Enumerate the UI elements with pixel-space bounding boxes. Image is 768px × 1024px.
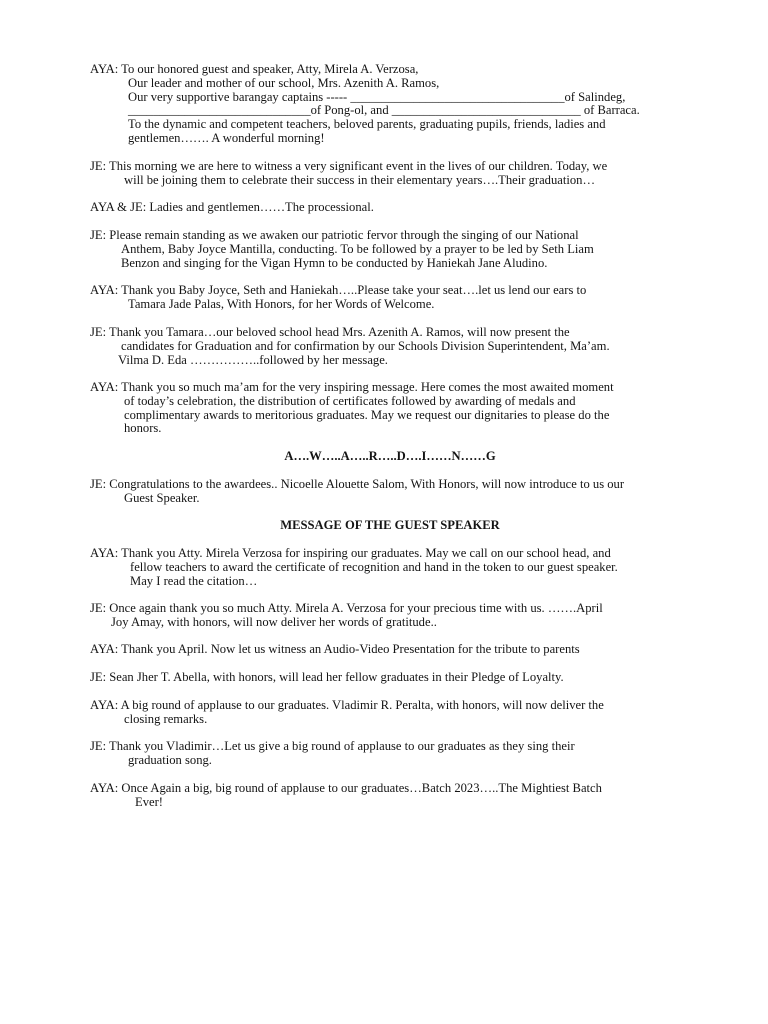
paragraph-line: AYA: To our honored guest and speaker, Atty, Mirela A. Verzosa, bbox=[90, 62, 419, 76]
paragraph-line: JE: Thank you Vladimir…Let us give a big round of applause to our graduates as they sing their bbox=[90, 739, 575, 753]
paragraph-line: AYA: Thank you so much ma’am for the very inspiring message. Here comes the most awaited moment bbox=[90, 380, 614, 394]
script-paragraph bbox=[90, 478, 690, 506]
script-paragraph bbox=[90, 284, 690, 312]
script-paragraph bbox=[90, 740, 690, 768]
paragraph-line: JE: Once again thank you so much Atty. Mirela A. Verzosa for your precious time with us. …….April bbox=[90, 601, 603, 615]
paragraph-line: Ever! bbox=[135, 794, 163, 809]
script-paragraph bbox=[90, 699, 690, 727]
paragraph-line: Benzon and singing for the Vigan Hymn to be conducted by Haniekah Jane Aludino. bbox=[121, 255, 548, 270]
script-paragraph bbox=[90, 229, 690, 270]
paragraph-line: graduation song. bbox=[128, 752, 212, 767]
paragraph-line: candidates for Graduation and for confirmation by our Schools Division Superintendent, Ma’am. bbox=[121, 338, 610, 353]
awarding-heading: A….W…..A…..R…..D….I……N……G bbox=[284, 449, 496, 463]
paragraph-line: JE: Congratulations to the awardees.. Nicoelle Alouette Salom, With Honors, will now introduce to us our bbox=[90, 477, 625, 491]
paragraph-line: AYA & JE: Ladies and gentlemen……The processional. bbox=[90, 200, 374, 214]
paragraph-line: Tamara Jade Palas, With Honors, for her Words of Welcome. bbox=[128, 296, 435, 311]
paragraph-line: fellow teachers to award the certificate of recognition and hand in the token to our guest speaker. bbox=[130, 559, 618, 574]
paragraph-line: Our leader and mother of our school, Mrs. Azenith A. Ramos, bbox=[128, 75, 440, 90]
script-paragraph bbox=[90, 326, 690, 367]
paragraph-line: will be joining them to celebrate their success in their elementary years….Their graduation… bbox=[124, 172, 596, 187]
paragraph-line: honors. bbox=[124, 421, 162, 436]
paragraph-line: JE: Sean Jher T. Abella, with honors, will lead her fellow graduates in their Pledge of Loyalty. bbox=[90, 670, 564, 684]
paragraph-line: AYA: Thank you Atty. Mirela Verzosa for inspiring our graduates. May we call on our school head, and bbox=[90, 546, 611, 560]
paragraph-line: AYA: A big round of applause to our graduates. Vladimir R. Peralta, with honors, will now deliver the bbox=[90, 698, 604, 712]
paragraph-line: AYA: Thank you April. Now let us witness an Audio-Video Presentation for the tribute to parents bbox=[90, 642, 580, 656]
script-paragraph bbox=[90, 643, 690, 657]
paragraph-line: of today’s celebration, the distribution of certificates followed by awarding of medals and bbox=[124, 393, 576, 408]
script-paragraph bbox=[90, 602, 690, 630]
paragraph-line: Our very supportive barangay captains ----- __________________________________of Salindeg, bbox=[128, 89, 626, 104]
paragraph-line: AYA: Thank you Baby Joyce, Seth and Haniekah…..Please take your seat….let us lend our ears to bbox=[90, 283, 587, 297]
paragraph-line: JE: This morning we are here to witness a very significant event in the lives of our children. Today, we bbox=[90, 159, 608, 173]
script-paragraph bbox=[90, 671, 690, 685]
paragraph-line: May I read the citation… bbox=[130, 573, 258, 588]
paragraph-line: AYA: Once Again a big, big round of applause to our graduates…Batch 2023…..The Mightiest Batch bbox=[90, 781, 602, 795]
paragraph-line: closing remarks. bbox=[124, 711, 208, 726]
paragraph-line: Anthem, Baby Joyce Mantilla, conducting. To be followed by a prayer to be led by Seth Liam bbox=[121, 241, 594, 256]
paragraph-line: Vilma D. Eda ……………..followed by her message. bbox=[118, 352, 388, 367]
script-paragraph bbox=[90, 201, 690, 215]
paragraph-line: gentlemen……. A wonderful morning! bbox=[128, 130, 325, 145]
paragraph-line: Joy Amay, with honors, will now deliver her words of gratitude.. bbox=[111, 614, 437, 629]
script-paragraph bbox=[90, 547, 690, 588]
script-paragraph bbox=[90, 63, 690, 146]
paragraph-line: _____________________________of Pong-ol, and ______________________________ of Barraca. bbox=[128, 103, 640, 118]
paragraph-line: Guest Speaker. bbox=[124, 490, 200, 505]
script-paragraph bbox=[90, 782, 690, 810]
paragraph-line: To the dynamic and competent teachers, beloved parents, graduating pupils, friends, ladies and bbox=[128, 117, 606, 132]
script-paragraph bbox=[90, 160, 690, 188]
paragraph-line: JE: Thank you Tamara…our beloved school head Mrs. Azenith A. Ramos, will now present the bbox=[90, 325, 570, 339]
script-paragraph bbox=[90, 381, 690, 436]
paragraph-line: JE: Please remain standing as we awaken our patriotic fervor through the singing of our National bbox=[90, 228, 579, 242]
paragraph-line: complimentary awards to meritorious graduates. May we request our dignitaries to please do the bbox=[124, 407, 610, 422]
guest-speaker-heading: MESSAGE OF THE GUEST SPEAKER bbox=[280, 518, 500, 532]
